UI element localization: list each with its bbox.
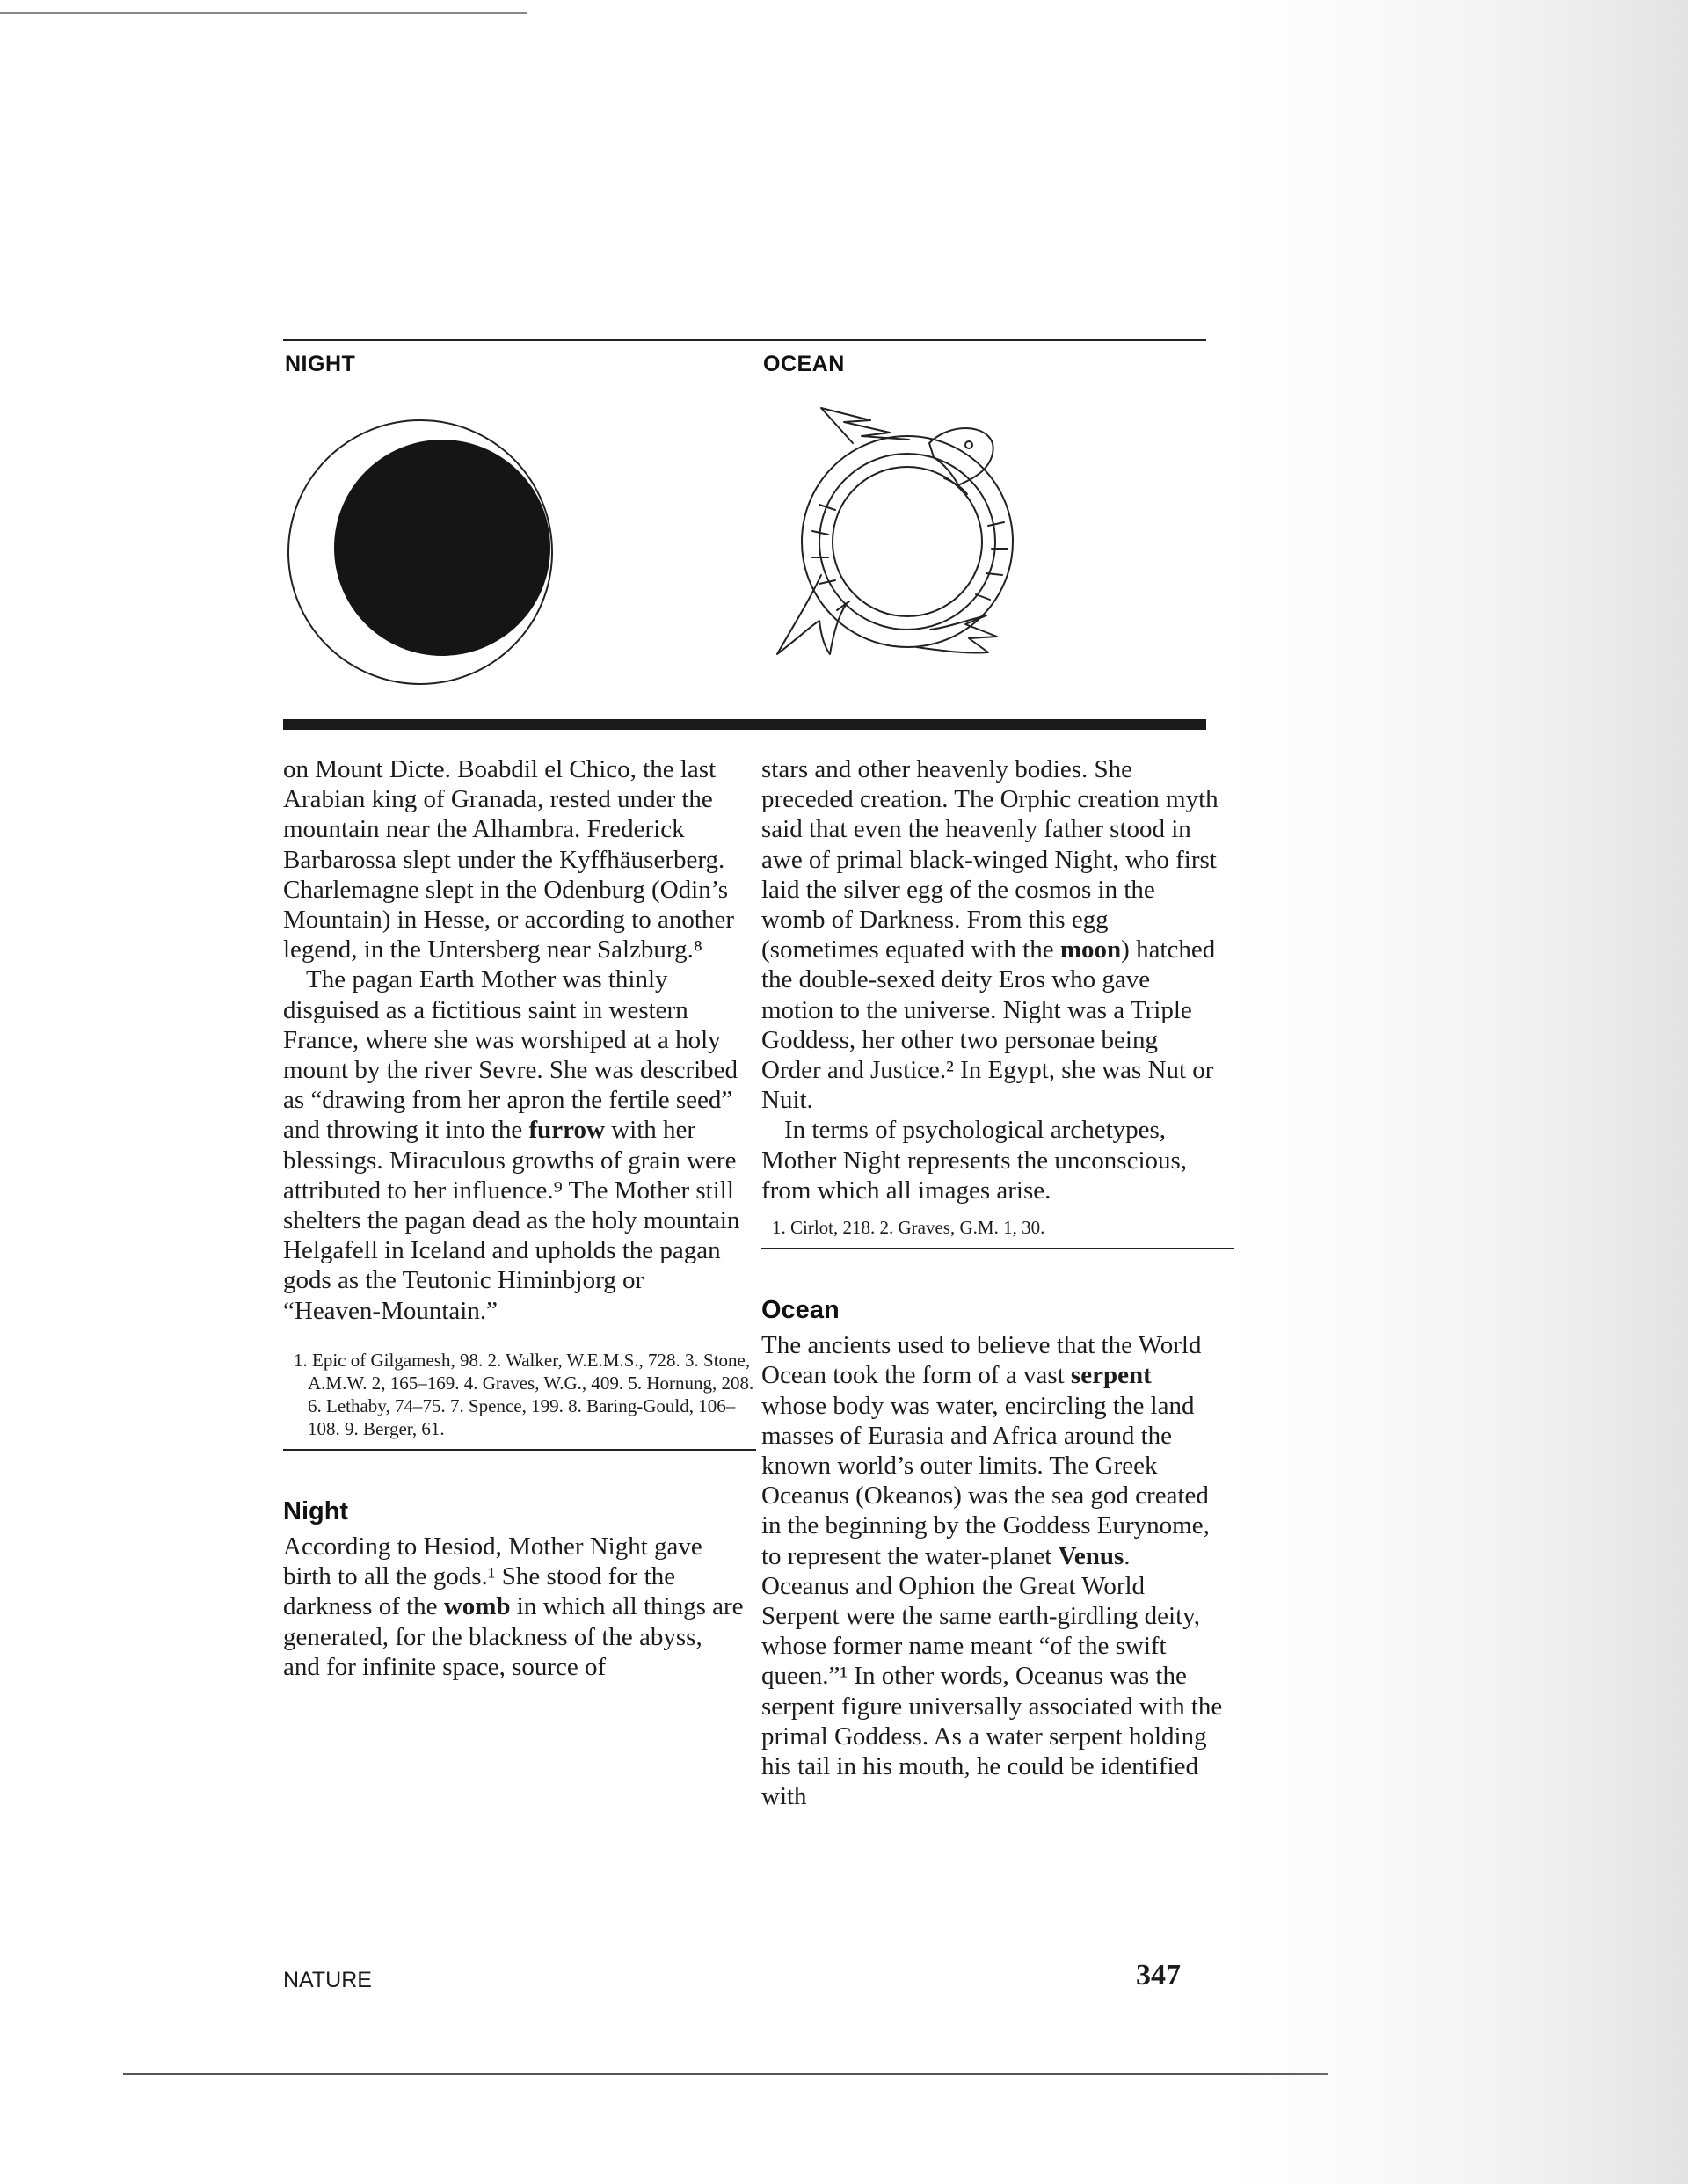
header-rule: [283, 339, 1206, 341]
paragraph-night-text-b: in which all things are generated, for the blackness of the abyss, and for infinite space, source of: [283, 1592, 744, 1681]
paragraph-earth-mother: [283, 965, 745, 1325]
right-column: [761, 754, 1223, 1812]
paragraph-night-continued: [761, 754, 1223, 1115]
paragraph-mountains: on Mount Dicte. Boabdil el Chico, the last Arabian king of Granada, rested under the mountain near the Alhambra. Frederick Barbarossa slept under the Kyffhäuserberg. Charlemagne slept in the Odenburg (Odin’s Mountain) in Hesse, or according to another legend, in the Untersberg near Salzburg.⁸: [283, 755, 734, 965]
cross-reference-venus: Venus: [1058, 1541, 1124, 1570]
scan-edge-line-bottom: [123, 2073, 1328, 2075]
paragraph-night-continued-text-a: stars and other heavenly bodies. She preceded creation. The Orphic creation myth said that even the heavenly father stood in awe of primal black-winged Night, who first laid the silver egg of the cosmos in the womb of Darkness. From this egg (sometimes equated with the: [761, 755, 1219, 965]
illustration-label-ocean: OCEAN: [763, 352, 845, 376]
cross-reference-womb: womb: [443, 1592, 511, 1621]
paragraph-night-text-a: According to Hesiod, Mother Night gave birth to all the gods.¹ She stood for the darkness of the: [283, 1532, 702, 1621]
paragraph-night-continued-text-b: ) hatched the double-sexed deity Eros who gave motion to the universe. Night was a Triple Goddess, her other two personae being Order and Justice.² In Egypt, she was Nut or Nuit.: [761, 935, 1216, 1115]
ouroboros-serpent-icon: [758, 390, 1048, 681]
crescent-moon-icon: [280, 411, 561, 693]
scan-shadow: [1231, 0, 1688, 2184]
paragraph-ocean: [761, 1330, 1223, 1811]
illustration-divider: [283, 719, 1206, 730]
paragraph-night: [283, 1532, 745, 1682]
paragraph-ocean-text-b: whose body was water, encircling the land masses of Eurasia and Africa around the known world’s outer limits. The Greek Oceanus (Okeanos) was the sea god created in the beginning by the Goddess Eurynome, to represent the water-planet: [761, 1391, 1210, 1570]
paragraph-ocean-text-a: The ancients used to believe that the World Ocean took the form of a vast: [761, 1331, 1202, 1390]
paragraph-ocean-text-c: . Oceanus and Ophion the Great World Serpent were the same earth-girdling deity, whose former name meant “of the swift queen.”¹ In other words, Oceanus was the serpent figure universally associated with the primal Goddess. As a water serpent holding his tail in his mouth, he could be identified with: [761, 1541, 1223, 1811]
section-heading-night: Night: [283, 1496, 349, 1525]
footnotes-night: 1. Cirlot, 218. 2. Graves, G.M. 1, 30.: [761, 1216, 1234, 1249]
paragraph-earth-mother-text-b: with her blessings. Miraculous growths of grain were attributed to her influence.⁹ The Mother still shelters the pagan dead as the holy mountain Helgafell in Iceland and upholds the pagan gods as the Teutonic Himinbjorg or “Heaven-Mountain.”: [283, 1116, 740, 1325]
illustration-label-night: NIGHT: [285, 352, 356, 376]
cross-reference-furrow: furrow: [528, 1116, 605, 1145]
left-column: [283, 754, 754, 1682]
footer-section-name: NATURE: [283, 1968, 372, 1992]
paragraph-archetypes: In terms of psychological archetypes, Mother Night represents the unconscious, from which all images arise.: [761, 1116, 1188, 1205]
paragraph-earth-mother-text-a: The pagan Earth Mother was thinly disguised as a fictitious saint in western France, where she was worshiped at a holy mount by the river Sevre. She was described as “drawing from her apron the fertile seed” and throwing it into the: [283, 965, 738, 1145]
page-number: 347: [1136, 1959, 1181, 1991]
scan-edge-line-top: [0, 12, 528, 14]
footnotes-mountain: 1. Epic of Gilgamesh, 98. 2. Walker, W.E.M.S., 728. 3. Stone, A.M.W. 2, 165–169. 4. Graves, W.G., 409. 5. Hornung, 208. 6. Lethaby, 74–75. 7. Spence, 199. 8. Baring-Gould, 106–108. 9. Berger, 61.: [283, 1349, 756, 1451]
section-heading-ocean: Ocean: [761, 1296, 840, 1325]
cross-reference-moon: moon: [1059, 935, 1122, 965]
cross-reference-serpent: serpent: [1070, 1361, 1152, 1390]
